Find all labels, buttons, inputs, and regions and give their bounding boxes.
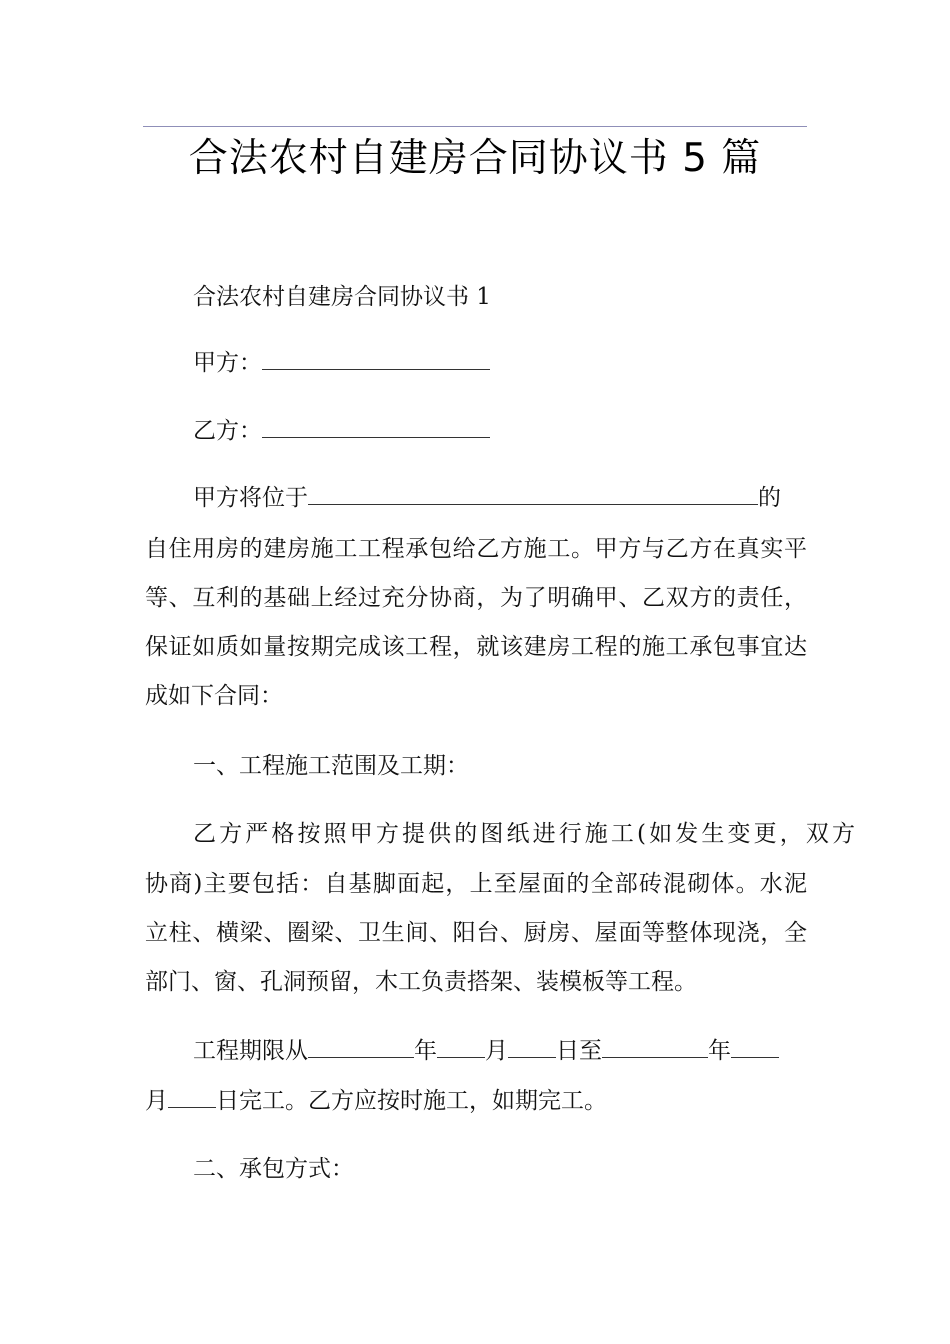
intro-line: 成如下合同： bbox=[145, 683, 283, 709]
party-a-label: 甲方： bbox=[193, 350, 262, 376]
end-day-blank[interactable] bbox=[168, 1087, 216, 1108]
party-b-label: 乙方： bbox=[193, 418, 262, 444]
start-day-blank[interactable] bbox=[508, 1037, 556, 1058]
intro-tail: 的 bbox=[758, 485, 781, 511]
section-2-heading: 二、承包方式： bbox=[193, 1156, 354, 1182]
document-title: 合法农村自建房合同协议书 5 篇 bbox=[188, 136, 762, 181]
party-a-line bbox=[145, 348, 855, 378]
period-end: 日完工。乙方应按时施工，如期完工。 bbox=[216, 1088, 607, 1114]
period-day-1: 日至 bbox=[556, 1038, 602, 1064]
header-rule bbox=[143, 126, 807, 127]
intro-line: 自住用房的建房施工工程承包给乙方施工。甲方与乙方在真实平 bbox=[145, 536, 807, 562]
end-year-blank[interactable] bbox=[602, 1037, 708, 1058]
period-month-1: 月 bbox=[485, 1038, 508, 1064]
intro-first-line bbox=[145, 483, 855, 513]
party-a-blank[interactable] bbox=[262, 349, 490, 370]
contract-subtitle: 合法农村自建房合同协议书 1 bbox=[193, 284, 491, 310]
period-year-1: 年 bbox=[414, 1038, 437, 1064]
section-1-heading: 一、工程施工范围及工期： bbox=[193, 753, 469, 779]
period-from: 工程期限从 bbox=[193, 1038, 308, 1064]
scope-line: 部门、窗、孔洞预留，木工负责搭架、装模板等工程。 bbox=[145, 969, 697, 995]
intro-lead: 甲方将位于 bbox=[193, 485, 308, 511]
scope-line: 立柱、横梁、圈梁、卫生间、阳台、厨房、屋面等整体现浇，全 bbox=[145, 920, 807, 946]
party-b-blank[interactable] bbox=[262, 417, 490, 438]
start-year-blank[interactable] bbox=[308, 1037, 414, 1058]
period-line-1 bbox=[145, 1036, 855, 1066]
intro-line: 等、互利的基础上经过充分协商，为了明确甲、乙双方的责任， bbox=[145, 585, 807, 611]
scope-line: 乙方严格按照甲方提供的图纸进行施工(如发生变更，双方 bbox=[193, 821, 855, 847]
start-month-blank[interactable] bbox=[437, 1037, 485, 1058]
period-line-2 bbox=[145, 1086, 807, 1116]
location-blank[interactable] bbox=[308, 484, 758, 505]
period-year-2: 年 bbox=[708, 1038, 731, 1064]
party-b-line bbox=[145, 416, 855, 446]
period-month-2: 月 bbox=[145, 1088, 168, 1114]
scope-line: 协商)主要包括：自基脚面起，上至屋面的全部砖混砌体。水泥 bbox=[145, 871, 807, 897]
end-month-blank[interactable] bbox=[731, 1037, 779, 1058]
intro-line: 保证如质如量按期完成该工程，就该建房工程的施工承包事宜达 bbox=[145, 634, 807, 660]
